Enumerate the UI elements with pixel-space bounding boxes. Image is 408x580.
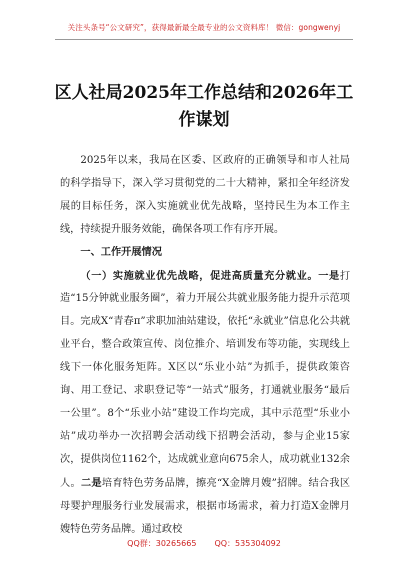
point-one-text: 打造“15分钟就业服务圈”，着力开展公共就业服务能力提升示范项目。完成X“青春π”求职加油站建设，依托“永就业”信息化公共就业平台，整合政策宣传、岗位推介、培训发布等功能，实现线上线下一体化服务矩阵。X区以“乐业小站”为抓手，提供政策咨询、用工登记、求职登记等“一站式”服务，打通就业服务“最后一公里”。8个“乐业小站”建设工作均完成，其中示范型“乐业小站”成功举办一次招聘会活动线下招聘会活动，参与企业15家次，提供岗位1162个，达成就业意向675余人，成功就业132余人。: [60, 270, 351, 489]
footer-qq-group: QQ群：30265665: [127, 539, 197, 548]
employment-paragraph: [60, 265, 350, 542]
document-body: [60, 150, 350, 541]
footer-contact: [0, 538, 408, 549]
point-one-lead: 一是: [318, 269, 340, 282]
header-watermark-note: 关注头条号“公文研究”，获得最新最全最专业的公文资料库！ 微信：gongwenyj: [67, 23, 341, 32]
footer-qq: QQ：535304092: [214, 539, 281, 548]
document-title: 区人社局2025年工作总结和2026年工作谋划: [54, 83, 354, 130]
header-divider: [55, 39, 353, 40]
intro-paragraph: 2025年以来，我局在区委、区政府的正确领导和市人社局的科学指导下，深入学习贯彻党的二十大精神，紧扣全年经济发展的目标任务，深入实施就业优先战略，坚持民生为本工作主线，持续提升服务效能，确保各项工作有序开展。: [60, 155, 350, 235]
section-heading: 一、工作开展情况: [80, 246, 162, 258]
subsection-heading: （一）实施就业优先战略，促进高质量充分就业。: [80, 269, 319, 282]
point-two-text: 培育特色劳务品牌，擦亮“X金牌月嫂”招牌。结合我区母婴护理服务行业发展需求，根据市场需求，着力打造X金牌月嫂特色劳务品牌。通过政校: [60, 477, 351, 535]
point-two-lead: 二是: [80, 476, 102, 489]
